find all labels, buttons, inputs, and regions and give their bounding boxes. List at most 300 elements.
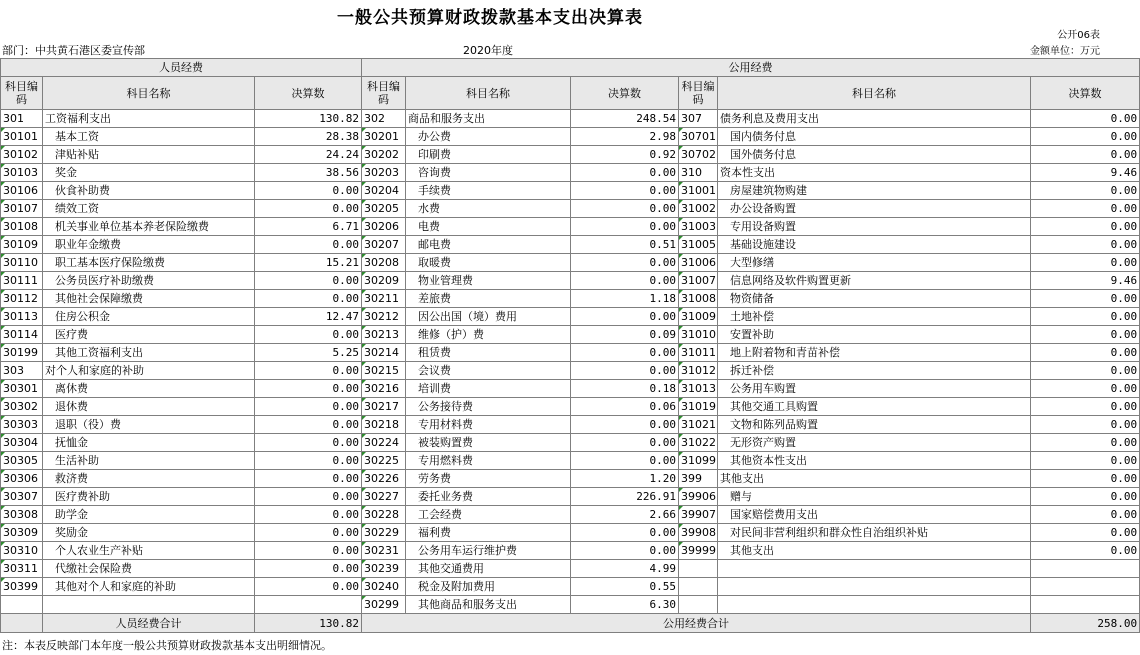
subject-code-text: 30225 xyxy=(364,454,400,467)
subject-name: 其他资本性支出 xyxy=(718,452,1031,470)
subject-code-text: 39908 xyxy=(681,526,717,539)
header-amount: 决算数 xyxy=(255,77,362,110)
subject-name: 委托业务费 xyxy=(406,488,571,506)
subject-name: 工资福利支出 xyxy=(43,110,255,128)
subject-code-text: 31013 xyxy=(681,382,717,395)
cell-flag-icon xyxy=(1,434,5,438)
subject-code xyxy=(679,182,718,200)
subject-code-text: 30302 xyxy=(3,400,38,413)
subject-name: 对个人和家庭的补助 xyxy=(43,362,255,380)
subject-code xyxy=(362,362,406,380)
cell-flag-icon xyxy=(679,308,683,312)
subject-code-text: 30399 xyxy=(3,580,38,593)
subject-code xyxy=(679,200,718,218)
subject-name: 抚恤金 xyxy=(43,434,255,452)
subject-code xyxy=(362,236,406,254)
subject-amount: 0.00 xyxy=(571,434,679,452)
subject-code xyxy=(362,290,406,308)
subject-amount: 0.00 xyxy=(1031,398,1140,416)
cell-flag-icon xyxy=(679,488,683,492)
subject-amount: 0.00 xyxy=(571,272,679,290)
subject-code-text: 30103 xyxy=(3,166,38,179)
table-row xyxy=(1,308,1140,326)
subject-code xyxy=(679,488,718,506)
subject-code xyxy=(362,560,406,578)
subject-name: 文物和陈列品购置 xyxy=(718,416,1031,434)
subject-amount: 0.00 xyxy=(255,200,362,218)
subject-code-text: 31012 xyxy=(681,364,717,377)
subject-name: 商品和服务支出 xyxy=(406,110,571,128)
subject-code-text: 30309 xyxy=(3,526,38,539)
subject-name: 奖金 xyxy=(43,164,255,182)
subject-name: 专用燃料费 xyxy=(406,452,571,470)
subject-code-text: 399 xyxy=(681,472,703,485)
cell-flag-icon xyxy=(362,524,366,528)
subject-code xyxy=(1,110,43,128)
subject-amount: 0.00 xyxy=(255,380,362,398)
table-row xyxy=(1,578,1140,596)
subject-code xyxy=(362,542,406,560)
cell-flag-icon xyxy=(1,560,5,564)
subject-name: 公务接待费 xyxy=(406,398,571,416)
cell-flag-icon xyxy=(679,344,683,348)
subject-code xyxy=(679,236,718,254)
subject-name: 医疗费 xyxy=(43,326,255,344)
subject-amount: 0.00 xyxy=(255,506,362,524)
report-title: 一般公共预算财政拨款基本支出决算表 xyxy=(337,8,643,28)
subject-amount: 0.00 xyxy=(255,542,362,560)
cell-flag-icon xyxy=(362,488,366,492)
cell-flag-icon xyxy=(1,398,5,402)
subject-amount: 0.00 xyxy=(1031,128,1140,146)
cell-flag-icon xyxy=(1,416,5,420)
cell-flag-icon xyxy=(362,380,366,384)
cell-flag-icon xyxy=(362,164,366,168)
subject-amount: 130.82 xyxy=(255,110,362,128)
subject-amount: 0.00 xyxy=(1031,488,1140,506)
subject-name: 其他支出 xyxy=(718,542,1031,560)
subject-code-text: 30229 xyxy=(364,526,400,539)
subject-name: 邮电费 xyxy=(406,236,571,254)
subject-name: 差旅费 xyxy=(406,290,571,308)
subject-code xyxy=(1,362,43,380)
subject-amount xyxy=(1031,596,1140,614)
table-row xyxy=(1,452,1140,470)
cell-flag-icon xyxy=(362,398,366,402)
subject-name: 助学金 xyxy=(43,506,255,524)
subject-amount: 0.18 xyxy=(571,380,679,398)
subject-code xyxy=(362,470,406,488)
subject-code xyxy=(362,434,406,452)
subject-name: 其他工资福利支出 xyxy=(43,344,255,362)
subject-amount: 24.24 xyxy=(255,146,362,164)
cell-flag-icon xyxy=(679,380,683,384)
personnel-total-label: 人员经费合计 xyxy=(43,614,255,633)
subject-code-text: 30212 xyxy=(364,310,400,323)
subject-amount: 28.38 xyxy=(255,128,362,146)
cell-flag-icon xyxy=(362,560,366,564)
table-row xyxy=(1,596,1140,614)
subject-code-text: 30216 xyxy=(364,382,400,395)
subject-code-text: 31005 xyxy=(681,238,717,251)
subject-code-text: 30701 xyxy=(681,130,717,143)
subject-amount: 0.00 xyxy=(1031,470,1140,488)
subject-code-text: 30239 xyxy=(364,562,400,575)
subject-amount: 0.00 xyxy=(255,326,362,344)
cell-flag-icon xyxy=(1,506,5,510)
subject-name: 信息网络及软件购置更新 xyxy=(718,272,1031,290)
subject-code-text: 310 xyxy=(681,166,703,179)
subject-code-text: 30307 xyxy=(3,490,38,503)
section-header-row xyxy=(1,59,1140,77)
subject-amount xyxy=(1031,560,1140,578)
subject-name: 基本工资 xyxy=(43,128,255,146)
table-row xyxy=(1,344,1140,362)
subject-name: 物资储备 xyxy=(718,290,1031,308)
cell-flag-icon xyxy=(679,398,683,402)
subject-name xyxy=(43,596,255,614)
subject-amount: 0.00 xyxy=(1031,542,1140,560)
subject-amount: 0.00 xyxy=(1031,506,1140,524)
personnel-total-value: 130.82 xyxy=(255,614,362,633)
subject-name: 其他对个人和家庭的补助 xyxy=(43,578,255,596)
subject-name: 救济费 xyxy=(43,470,255,488)
cell-flag-icon xyxy=(1,236,5,240)
subject-code-text: 30213 xyxy=(364,328,400,341)
subject-code xyxy=(679,434,718,452)
table-row xyxy=(1,200,1140,218)
subject-name: 物业管理费 xyxy=(406,272,571,290)
subject-name: 维修（护）费 xyxy=(406,326,571,344)
subject-code xyxy=(1,326,43,344)
subject-name: 医疗费补助 xyxy=(43,488,255,506)
subject-code xyxy=(679,164,718,182)
cell-flag-icon xyxy=(679,218,683,222)
subject-code-text: 39907 xyxy=(681,508,717,521)
subject-code xyxy=(362,272,406,290)
subject-code xyxy=(362,524,406,542)
subject-amount: 0.00 xyxy=(255,470,362,488)
table-row xyxy=(1,524,1140,542)
subject-amount: 0.92 xyxy=(571,146,679,164)
subject-name: 国家赔偿费用支出 xyxy=(718,506,1031,524)
subject-amount: 0.00 xyxy=(571,344,679,362)
cell-flag-icon xyxy=(679,362,683,366)
subject-code-text: 30205 xyxy=(364,202,400,215)
subject-amount: 0.00 xyxy=(255,182,362,200)
subject-code xyxy=(1,236,43,254)
table-row xyxy=(1,110,1140,128)
cell-flag-icon xyxy=(679,506,683,510)
subject-amount: 0.00 xyxy=(255,488,362,506)
subject-amount: 0.00 xyxy=(255,416,362,434)
cell-flag-icon xyxy=(362,416,366,420)
cell-flag-icon xyxy=(679,200,683,204)
subject-code xyxy=(679,416,718,434)
subject-name: 安置补助 xyxy=(718,326,1031,344)
subject-code-text: 31008 xyxy=(681,292,717,305)
cell-flag-icon xyxy=(362,200,366,204)
subject-code-text: 31007 xyxy=(681,274,717,287)
subject-code-text: 307 xyxy=(681,112,703,125)
cell-flag-icon xyxy=(1,326,5,330)
subject-code xyxy=(679,308,718,326)
cell-flag-icon xyxy=(1,182,5,186)
subject-amount: 0.00 xyxy=(571,524,679,542)
subject-code-text: 31021 xyxy=(681,418,717,431)
subject-code-text: 30211 xyxy=(364,292,400,305)
subject-amount: 0.00 xyxy=(1031,236,1140,254)
subject-code xyxy=(362,200,406,218)
subject-code-text: 30306 xyxy=(3,472,38,485)
subject-code xyxy=(1,506,43,524)
subject-amount: 0.00 xyxy=(1031,524,1140,542)
subject-code-text: 30301 xyxy=(3,382,38,395)
subject-code-text: 31099 xyxy=(681,454,717,467)
subject-amount: 0.00 xyxy=(1031,110,1140,128)
subject-name: 职工基本医疗保险缴费 xyxy=(43,254,255,272)
subject-amount: 0.00 xyxy=(571,416,679,434)
subject-amount: 248.54 xyxy=(571,110,679,128)
subject-code-text: 30702 xyxy=(681,148,717,161)
subject-code xyxy=(362,254,406,272)
cell-flag-icon xyxy=(1,128,5,132)
cell-flag-icon xyxy=(679,326,683,330)
subject-code-text: 30217 xyxy=(364,400,400,413)
cell-flag-icon xyxy=(679,128,683,132)
subject-name: 取暖费 xyxy=(406,254,571,272)
subject-code xyxy=(679,362,718,380)
subject-amount: 2.66 xyxy=(571,506,679,524)
subject-code xyxy=(1,164,43,182)
subject-code-text: 30310 xyxy=(3,544,38,557)
subject-amount: 0.00 xyxy=(255,560,362,578)
subject-code-text: 30110 xyxy=(3,256,38,269)
subject-amount: 0.00 xyxy=(1031,452,1140,470)
cell-flag-icon xyxy=(679,146,683,150)
header-name: 科目名称 xyxy=(43,77,255,110)
cell-flag-icon xyxy=(1,452,5,456)
subject-name: 被装购置费 xyxy=(406,434,571,452)
subject-name: 劳务费 xyxy=(406,470,571,488)
table-row xyxy=(1,254,1140,272)
subject-code xyxy=(1,524,43,542)
subject-code xyxy=(362,506,406,524)
subject-name: 办公设备购置 xyxy=(718,200,1031,218)
subject-code-text: 30206 xyxy=(364,220,400,233)
cell-flag-icon xyxy=(362,218,366,222)
subject-code xyxy=(1,434,43,452)
table-row xyxy=(1,326,1140,344)
cell-flag-icon xyxy=(679,254,683,258)
table-row xyxy=(1,380,1140,398)
cell-flag-icon xyxy=(679,290,683,294)
subject-name: 福利费 xyxy=(406,524,571,542)
subject-name: 津贴补贴 xyxy=(43,146,255,164)
header-code: 科目编码 xyxy=(1,77,43,110)
subject-name: 其他社会保障缴费 xyxy=(43,290,255,308)
subject-amount: 0.00 xyxy=(571,182,679,200)
subject-code-text: 30114 xyxy=(3,328,38,341)
subject-code xyxy=(679,560,718,578)
subject-code-text: 30199 xyxy=(3,346,38,359)
subject-code xyxy=(679,344,718,362)
subject-name: 公务员医疗补助缴费 xyxy=(43,272,255,290)
subject-name: 奖励金 xyxy=(43,524,255,542)
subject-code-text: 30106 xyxy=(3,184,38,197)
subject-amount: 0.06 xyxy=(571,398,679,416)
subject-code-text: 31009 xyxy=(681,310,717,323)
subject-code xyxy=(362,344,406,362)
expenditure-table xyxy=(0,58,1140,633)
subject-name: 手续费 xyxy=(406,182,571,200)
subject-code xyxy=(679,128,718,146)
cell-flag-icon xyxy=(362,452,366,456)
subject-name: 其他交通工具购置 xyxy=(718,398,1031,416)
subject-code xyxy=(679,380,718,398)
subject-code-text: 30227 xyxy=(364,490,400,503)
cell-flag-icon xyxy=(362,272,366,276)
fiscal-year: 2020年度 xyxy=(463,44,513,57)
subject-code xyxy=(1,542,43,560)
cell-flag-icon xyxy=(362,308,366,312)
subject-code xyxy=(679,470,718,488)
subject-amount: 0.51 xyxy=(571,236,679,254)
subject-amount: 0.00 xyxy=(571,164,679,182)
cell-flag-icon xyxy=(362,182,366,186)
cell-flag-icon xyxy=(362,344,366,348)
subject-name: 对民间非营利组织和群众性自治组织补贴 xyxy=(718,524,1031,542)
subject-amount: 0.00 xyxy=(571,254,679,272)
subject-name: 代缴社会保险费 xyxy=(43,560,255,578)
subject-name: 基础设施建设 xyxy=(718,236,1031,254)
subject-code xyxy=(362,218,406,236)
subject-code xyxy=(679,254,718,272)
subject-name: 离休费 xyxy=(43,380,255,398)
subject-code xyxy=(1,254,43,272)
cell-flag-icon xyxy=(1,272,5,276)
subject-amount: 0.55 xyxy=(571,578,679,596)
subject-code-text: 39906 xyxy=(681,490,717,503)
subject-code-text: 30107 xyxy=(3,202,38,215)
subject-code xyxy=(362,380,406,398)
subject-name: 地上附着物和青苗补偿 xyxy=(718,344,1031,362)
header-name: 科目名称 xyxy=(406,77,571,110)
section-public: 公用经费 xyxy=(362,59,1140,77)
header-code: 科目编码 xyxy=(679,77,718,110)
subject-amount: 5.25 xyxy=(255,344,362,362)
subject-code xyxy=(679,524,718,542)
subject-amount: 9.46 xyxy=(1031,272,1140,290)
subject-amount: 15.21 xyxy=(255,254,362,272)
subject-amount: 0.00 xyxy=(255,236,362,254)
subject-name xyxy=(718,578,1031,596)
subject-name: 住房公积金 xyxy=(43,308,255,326)
header-name: 科目名称 xyxy=(718,77,1031,110)
column-header-row xyxy=(1,77,1140,110)
public-total-label: 公用经费合计 xyxy=(362,614,1031,633)
subject-code xyxy=(1,200,43,218)
cell-flag-icon xyxy=(1,146,5,150)
department-label: 部门：中共黄石港区委宣传部 xyxy=(2,44,145,57)
subject-name: 绩效工资 xyxy=(43,200,255,218)
subject-name: 其他商品和服务支出 xyxy=(406,596,571,614)
subject-code-text: 31003 xyxy=(681,220,717,233)
subject-code-text: 31002 xyxy=(681,202,717,215)
table-row xyxy=(1,542,1140,560)
cell-flag-icon xyxy=(362,434,366,438)
subject-name: 公务用车购置 xyxy=(718,380,1031,398)
subject-amount: 0.00 xyxy=(1031,416,1140,434)
subject-name: 退休费 xyxy=(43,398,255,416)
subject-amount: 0.00 xyxy=(1031,380,1140,398)
table-row xyxy=(1,218,1140,236)
cell-flag-icon xyxy=(1,488,5,492)
subject-code xyxy=(1,560,43,578)
subject-code-text: 30102 xyxy=(3,148,38,161)
subject-code-text: 301 xyxy=(3,112,24,125)
cell-flag-icon xyxy=(679,524,683,528)
subject-amount: 0.00 xyxy=(1031,200,1140,218)
table-row xyxy=(1,434,1140,452)
subject-code xyxy=(1,488,43,506)
subject-name: 咨询费 xyxy=(406,164,571,182)
subject-code xyxy=(362,146,406,164)
subject-name: 退职（役）费 xyxy=(43,416,255,434)
subject-name: 土地补偿 xyxy=(718,308,1031,326)
subject-code-text: 303 xyxy=(3,364,24,377)
table-row xyxy=(1,164,1140,182)
subject-code-text: 30215 xyxy=(364,364,400,377)
subject-code-text: 30207 xyxy=(364,238,400,251)
subject-name: 工会经费 xyxy=(406,506,571,524)
subject-code xyxy=(362,452,406,470)
subject-code xyxy=(362,182,406,200)
footnote: 注：本表反映部门本年度一般公共预算财政拨款基本支出明细情况。 xyxy=(2,639,332,652)
subject-code-text: 30201 xyxy=(364,130,400,143)
subject-amount: 226.91 xyxy=(571,488,679,506)
subject-code xyxy=(1,182,43,200)
subject-amount: 0.09 xyxy=(571,326,679,344)
subject-code-text: 30311 xyxy=(3,562,38,575)
subject-code-text: 30113 xyxy=(3,310,38,323)
subject-code xyxy=(679,218,718,236)
cell-flag-icon xyxy=(362,542,366,546)
subject-code-text: 30214 xyxy=(364,346,400,359)
cell-flag-icon xyxy=(362,578,366,582)
subject-amount: 9.46 xyxy=(1031,164,1140,182)
cell-flag-icon xyxy=(362,506,366,510)
table-row xyxy=(1,362,1140,380)
cell-flag-icon xyxy=(1,524,5,528)
subject-amount: 0.00 xyxy=(255,272,362,290)
subject-code-text: 30108 xyxy=(3,220,38,233)
cell-flag-icon xyxy=(362,290,366,294)
cell-flag-icon xyxy=(362,146,366,150)
subject-code xyxy=(1,398,43,416)
subject-amount: 0.00 xyxy=(255,362,362,380)
subject-code-text: 30224 xyxy=(364,436,400,449)
subject-amount xyxy=(1031,578,1140,596)
subject-amount: 0.00 xyxy=(571,362,679,380)
subject-code xyxy=(362,596,406,614)
table-row xyxy=(1,182,1140,200)
subject-amount: 0.00 xyxy=(1031,326,1140,344)
subject-amount: 0.00 xyxy=(1031,182,1140,200)
subject-code-text: 30101 xyxy=(3,130,38,143)
subject-name xyxy=(718,560,1031,578)
subject-name: 专用设备购置 xyxy=(718,218,1031,236)
